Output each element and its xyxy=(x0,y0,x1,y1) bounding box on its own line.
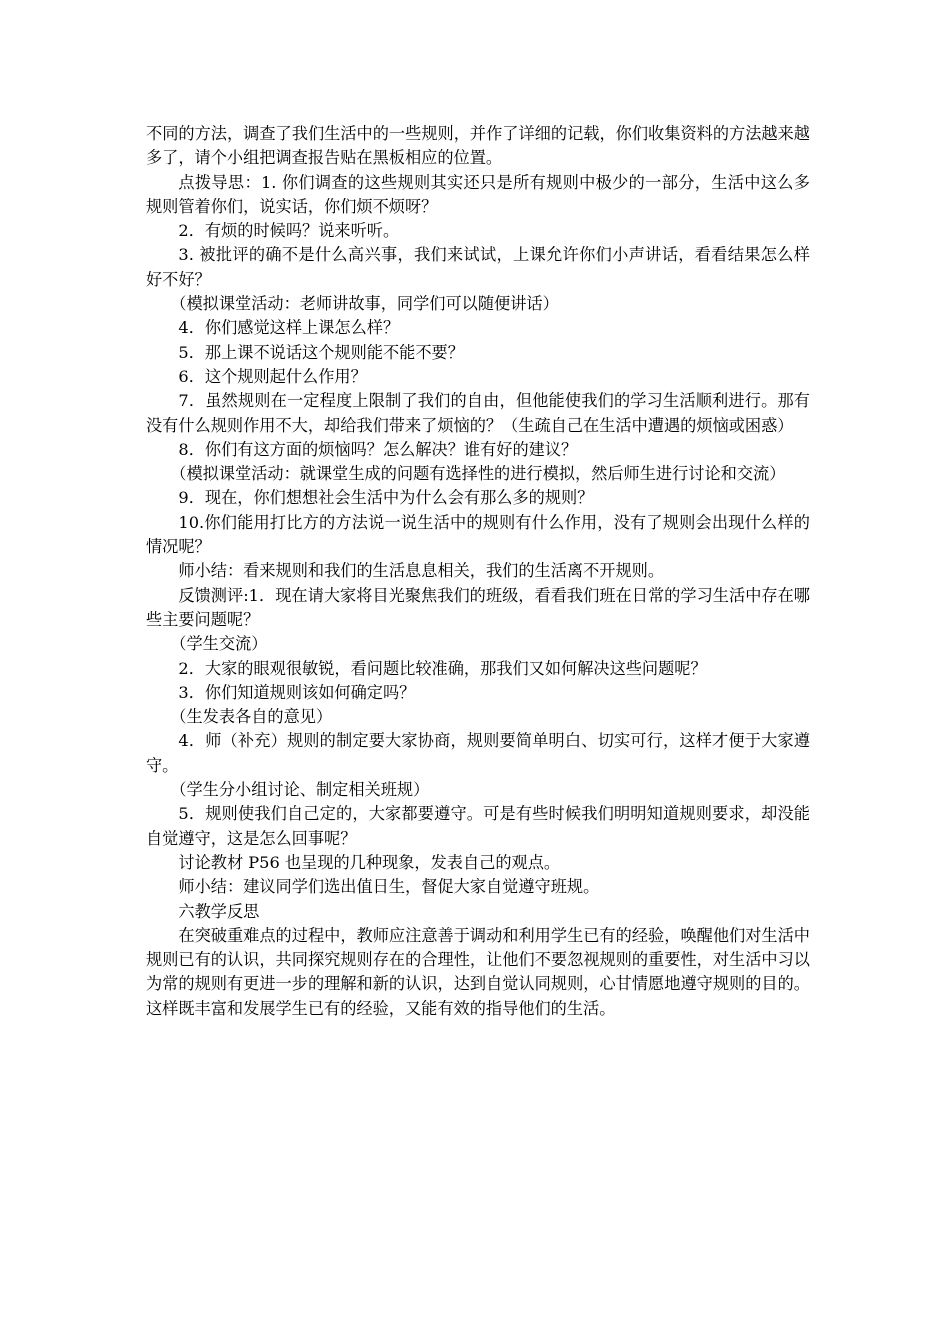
paragraph-guide-7: 7．虽然规则在一定程度上限制了我们的自由，但他能使我们的学习生活顺利进行。那有没有什么规则作用不大，却给我们带来了烦恼的？（生疏自己在生活中遭遇的烦恼或困惑） xyxy=(146,391,810,435)
paragraph-textbook-discussion: 讨论教材 P56 也呈现的几种现象，发表自己的观点。 xyxy=(178,852,561,872)
paragraph-feedback-4: 4．师（补充）规则的制定要大家协商，规则要简单明白、切实可行，这样才便于大家遵守。 xyxy=(146,731,810,775)
paragraph-feedback-5: 5．规则使我们自己定的，大家都要遵守。可是有些时候我们明明知道规则要求，却没能自觉遵守，这是怎么回事呢？ xyxy=(146,804,810,848)
document-page xyxy=(146,122,810,1021)
paragraph-student-opinions: （生发表各自的意见） xyxy=(170,707,333,727)
paragraph-guide-9: 9．现在，你们想想社会生活中为什么会有那么多的规则？ xyxy=(178,488,594,508)
paragraph-student-exchange: （学生交流） xyxy=(170,634,268,654)
paragraph-guide-10: 10.你们能用打比方的方法说一说生活中的规则有什么作用，没有了规则会出现什么样的情况呢？ xyxy=(146,512,810,557)
paragraph-activity-2: （模拟课堂活动：就课堂生成的问题有选择性的进行模拟，然后师生进行讨论和交流） xyxy=(170,464,786,484)
section-heading-reflection: 六教学反思 xyxy=(178,901,260,921)
paragraph-guide-6: 6．这个规则起什么作用？ xyxy=(178,366,367,386)
paragraph-guide-1: 点拨导思：1. 你们调查的这些规则其实还只是所有规则中极少的一部分，生活中这么多规则管着你们，说实话，你们烦不烦呀？ xyxy=(146,172,810,216)
paragraph-guide-8: 8．你们有这方面的烦恼吗？怎么解决？谁有好的建议？ xyxy=(178,439,578,459)
paragraph-feedback-1: 反馈测评:1．现在请大家将目光聚焦我们的班级，看看我们班在日常的学习生活中存在哪些主要问题呢？ xyxy=(146,585,810,629)
paragraph-summary-2: 师小结：建议同学们选出值日生，督促大家自觉遵守班规。 xyxy=(178,877,600,897)
paragraph-guide-4: 4．你们感觉这样上课怎么样？ xyxy=(178,318,400,338)
paragraph-guide-5: 5．那上课不说话这个规则能不能不要？ xyxy=(178,342,464,362)
paragraph-summary-1: 师小结：看来规则和我们的生活息息相关，我们的生活离不开规则。 xyxy=(178,561,665,581)
paragraph-feedback-3: 3．你们知道规则该如何确定吗？ xyxy=(178,682,416,702)
paragraph-guide-3: 3. 被批评的确不是什么高兴事，我们来试试，上课允许你们小声讲话，看看结果怎么样好不好？ xyxy=(146,245,810,289)
paragraph-guide-2: 2．有烦的时候吗？说来听听。 xyxy=(178,221,400,241)
paragraph-activity-1: （模拟课堂活动：老师讲故事，同学们可以随便讲话） xyxy=(170,294,559,314)
paragraph-group-discussion: （学生分小组讨论、制定相关班规） xyxy=(170,780,430,800)
paragraph-intro: 不同的方法，调查了我们生活中的一些规则，并作了详细的记载，你们收集资料的方法越来越多了，请个小组把调查报告贴在黑板相应的位置。 xyxy=(146,124,810,168)
paragraph-feedback-2: 2．大家的眼观很敏锐，看问题比较准确，那我们又如何解决这些问题呢？ xyxy=(178,658,707,678)
paragraph-reflection: 在突破重难点的过程中，教师应注意善于调动和利用学生已有的经验，唤醒他们对生活中规则已有的认识，共同探究规则存在的合理性，让他们不要忽视规则的重要性，对生活中习以为常的规则有更进一步的理解和新的认识，达到自觉认同规则，心甘情愿地遵守规则的目的。这样既丰富和发展学生已有的经验，又能有效的指导他们的生活。 xyxy=(146,925,810,1018)
